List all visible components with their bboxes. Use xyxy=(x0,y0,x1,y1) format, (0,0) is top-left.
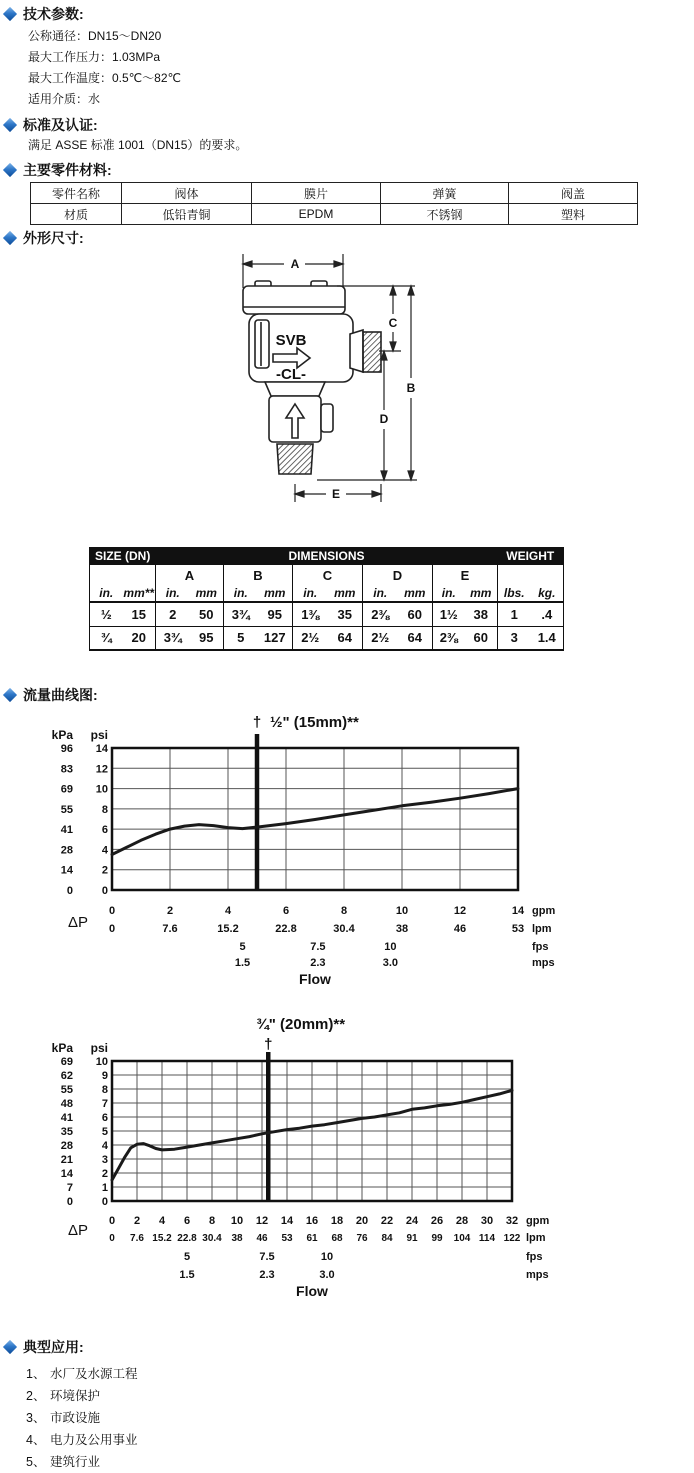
svg-text:30.4: 30.4 xyxy=(202,1233,222,1244)
svg-text:55: 55 xyxy=(60,803,73,816)
svg-text:14: 14 xyxy=(60,864,73,877)
svg-text:0: 0 xyxy=(101,1196,108,1208)
unit-cell: in. xyxy=(363,585,398,602)
svg-text:7.6: 7.6 xyxy=(130,1233,144,1244)
svg-text:0: 0 xyxy=(108,905,116,917)
svg-text:20: 20 xyxy=(355,1215,369,1227)
svg-text:26: 26 xyxy=(430,1215,444,1227)
svg-text:4: 4 xyxy=(224,905,232,917)
diamond-bullet-icon xyxy=(3,7,17,21)
cell: 50 xyxy=(190,602,224,626)
svg-text:psi: psi xyxy=(90,728,108,742)
svg-text:2: 2 xyxy=(133,1215,141,1227)
svg-text:2: 2 xyxy=(101,1168,108,1180)
cell: 2½ xyxy=(293,626,328,650)
flow-chart-15mm xyxy=(40,705,694,1002)
svg-text:15.2: 15.2 xyxy=(152,1233,172,1244)
svg-text:18: 18 xyxy=(330,1215,344,1227)
unit-cell: mm xyxy=(258,585,293,602)
dim-label-a: A xyxy=(290,257,300,271)
svg-text:14: 14 xyxy=(280,1215,294,1227)
param-line: 公称通径：DN15～DN20 xyxy=(28,29,162,43)
svg-text:46: 46 xyxy=(453,923,467,935)
svg-text:2.3: 2.3 xyxy=(310,957,326,969)
param-line: 最大工作温度：0.5℃～82℃ xyxy=(28,71,181,85)
svg-text:14: 14 xyxy=(60,1168,73,1180)
svg-text:7.6: 7.6 xyxy=(162,923,178,935)
svg-text:ΔP: ΔP xyxy=(68,1222,89,1239)
cell xyxy=(90,565,156,585)
svg-text:32: 32 xyxy=(505,1215,519,1227)
flow-curve-svg xyxy=(40,705,585,997)
svg-text:10: 10 xyxy=(320,1251,334,1263)
svg-text:69: 69 xyxy=(60,1056,73,1068)
cell: 膜片 xyxy=(252,183,381,204)
cell xyxy=(498,565,564,585)
svg-text:22: 22 xyxy=(380,1215,394,1227)
svg-text:12: 12 xyxy=(453,905,467,917)
svg-text:Flow: Flow xyxy=(299,971,331,987)
svg-text:0: 0 xyxy=(108,1215,116,1227)
svg-text:½" (15mm)**: ½" (15mm)** xyxy=(270,714,359,731)
cell: EPDM xyxy=(252,204,381,225)
cell: 2⅜ xyxy=(433,626,465,650)
svg-text:84: 84 xyxy=(381,1233,393,1244)
svg-text:mps: mps xyxy=(532,957,555,969)
cell: 20 xyxy=(131,630,146,646)
diamond-bullet-icon xyxy=(3,118,17,132)
cell: 低铅青铜 xyxy=(122,204,252,225)
diamond-bullet-icon xyxy=(3,1340,17,1354)
svg-text:10: 10 xyxy=(395,905,409,917)
cell: 1½ xyxy=(433,602,465,626)
cell: 阀盖 xyxy=(509,183,638,204)
svg-text:12: 12 xyxy=(95,763,108,776)
product-label: SVB xyxy=(275,332,307,349)
cell: 64 xyxy=(337,630,352,646)
svg-text:8: 8 xyxy=(208,1215,216,1227)
unit-cell: in. xyxy=(433,585,465,602)
svg-text:gpm: gpm xyxy=(532,905,556,917)
svg-text:4: 4 xyxy=(101,844,108,857)
dim-label-d: D xyxy=(379,412,389,426)
svg-text:22.8: 22.8 xyxy=(275,923,297,935)
tech-params-list xyxy=(0,26,694,110)
unit-cell: lbs. xyxy=(498,585,531,602)
unit-cell: mm xyxy=(328,585,363,602)
cell: 1 xyxy=(498,602,531,626)
svg-text:114: 114 xyxy=(478,1233,496,1244)
svg-text:7.5: 7.5 xyxy=(259,1251,275,1263)
valve-drawing-svg xyxy=(185,248,515,512)
svg-text:3.0: 3.0 xyxy=(319,1269,335,1281)
applications-list xyxy=(0,1363,694,1473)
svg-text:3.0: 3.0 xyxy=(382,957,399,969)
letters-row xyxy=(90,565,564,585)
data-row xyxy=(90,626,564,650)
svg-text:4: 4 xyxy=(101,1140,108,1152)
dim-letter: A xyxy=(156,565,224,585)
unit-cell: in. xyxy=(156,585,190,602)
section-title: 技术参数: xyxy=(23,6,84,22)
units-row xyxy=(90,585,564,602)
svg-text:99: 99 xyxy=(431,1233,443,1244)
svg-text:†: † xyxy=(264,1036,273,1053)
svg-text:21: 21 xyxy=(60,1154,73,1166)
cell: 零件名称 xyxy=(31,183,122,204)
list-item: 4、 电力及公用事业 xyxy=(26,1433,138,1447)
cell: 64 xyxy=(407,630,422,646)
dim-letter: C xyxy=(293,565,363,585)
param-line: 适用介质：水 xyxy=(28,92,101,106)
svg-text:¾" (20mm)**: ¾" (20mm)** xyxy=(256,1016,346,1033)
svg-text:122: 122 xyxy=(503,1233,521,1244)
cell: 95 xyxy=(258,602,293,626)
unit-cell: mm xyxy=(398,585,433,602)
cell: 3¾ xyxy=(156,626,190,650)
svg-text:24: 24 xyxy=(405,1215,419,1227)
dim-label-b: B xyxy=(406,381,416,395)
section-title: 流量曲线图: xyxy=(23,687,98,703)
param-line: 最大工作压力：1.03MPa xyxy=(28,50,161,64)
table-row xyxy=(31,183,638,204)
svg-text:16: 16 xyxy=(305,1215,319,1227)
svg-text:55: 55 xyxy=(60,1084,73,1096)
svg-text:4: 4 xyxy=(158,1215,166,1227)
svg-text:22.8: 22.8 xyxy=(177,1233,197,1244)
unit-cell: in. xyxy=(224,585,258,602)
cell: ¾ xyxy=(100,630,112,646)
svg-text:0: 0 xyxy=(108,923,116,935)
svg-text:41: 41 xyxy=(60,824,73,837)
svg-text:kPa: kPa xyxy=(51,728,73,742)
section-materials-header xyxy=(0,162,694,178)
dim-letter: D xyxy=(363,565,433,585)
svg-text:38: 38 xyxy=(395,923,409,935)
svg-text:96: 96 xyxy=(60,743,73,755)
svg-text:68: 68 xyxy=(331,1233,343,1244)
dim-letter: E xyxy=(433,565,498,585)
unit-cell: in. xyxy=(90,585,123,602)
flow-curve-svg xyxy=(40,1009,585,1307)
svg-text:7: 7 xyxy=(66,1182,73,1194)
svg-text:104: 104 xyxy=(453,1233,471,1244)
unit-cell: mm xyxy=(190,585,224,602)
svg-text:10: 10 xyxy=(95,1056,108,1068)
svg-text:62: 62 xyxy=(60,1070,73,1082)
cell: 35 xyxy=(328,602,363,626)
section-title: 主要零件材料: xyxy=(23,162,112,178)
diamond-bullet-icon xyxy=(3,231,17,245)
cell: 塑料 xyxy=(509,204,638,225)
diamond-bullet-icon xyxy=(3,163,17,177)
svg-text:41: 41 xyxy=(60,1112,73,1124)
svg-text:83: 83 xyxy=(60,763,73,776)
svg-text:69: 69 xyxy=(60,783,73,796)
list-item: 5、 建筑行业 xyxy=(26,1455,101,1469)
svg-text:91: 91 xyxy=(406,1233,418,1244)
svg-text:28: 28 xyxy=(60,1140,73,1152)
svg-text:6: 6 xyxy=(183,1215,191,1227)
cell: 3 xyxy=(498,626,531,650)
svg-text:0: 0 xyxy=(66,1196,73,1208)
cell: .4 xyxy=(531,602,564,626)
svg-text:lpm: lpm xyxy=(532,923,552,935)
svg-text:8: 8 xyxy=(101,1084,108,1096)
svg-text:2: 2 xyxy=(166,905,174,917)
cell: 3¾ xyxy=(224,602,258,626)
cell: 不锈钢 xyxy=(381,204,509,225)
svg-text:14: 14 xyxy=(511,905,525,917)
cell: 弹簧 xyxy=(381,183,509,204)
cell: 95 xyxy=(199,630,214,646)
svg-text:15.2: 15.2 xyxy=(217,923,239,935)
svg-text:2: 2 xyxy=(101,864,108,877)
svg-text:5: 5 xyxy=(101,1126,108,1138)
svg-text:8: 8 xyxy=(340,905,348,917)
section-applications-header xyxy=(0,1339,694,1355)
svg-text:ΔP: ΔP xyxy=(68,914,89,931)
svg-text:kPa: kPa xyxy=(51,1041,73,1055)
cell: ½ xyxy=(90,602,123,626)
section-standards-header xyxy=(0,117,694,133)
svg-text:28: 28 xyxy=(455,1215,469,1227)
table-row xyxy=(31,204,638,225)
cell: 2 xyxy=(156,602,190,626)
cell: 15 xyxy=(123,602,156,626)
svg-text:10: 10 xyxy=(384,941,397,953)
svg-text:76: 76 xyxy=(356,1233,368,1244)
diamond-bullet-icon xyxy=(3,688,17,702)
svg-text:10: 10 xyxy=(95,783,108,796)
dim-label-e: E xyxy=(331,487,341,501)
valve-body-shapes xyxy=(243,281,381,474)
list-item: 3、 市政设施 xyxy=(26,1411,101,1425)
svg-text:53: 53 xyxy=(281,1233,293,1244)
size-dimensions-table xyxy=(89,547,564,651)
section-title: 外形尺寸: xyxy=(23,230,84,246)
svg-text:1.5: 1.5 xyxy=(234,957,251,969)
cell: 38 xyxy=(465,602,498,626)
svg-text:1.5: 1.5 xyxy=(179,1269,195,1281)
cell: 材质 xyxy=(31,204,122,225)
dim-label-c: C xyxy=(388,316,398,330)
svg-text:0: 0 xyxy=(101,885,108,897)
svg-text:61: 61 xyxy=(306,1233,318,1244)
svg-text:6: 6 xyxy=(101,824,108,837)
svg-text:5: 5 xyxy=(183,1251,191,1263)
list-item: 2、 环境保护 xyxy=(26,1389,101,1403)
svg-text:38: 38 xyxy=(231,1233,243,1244)
cell: 127 xyxy=(263,630,286,646)
svg-text:7.5: 7.5 xyxy=(310,941,326,953)
svg-text:gpm: gpm xyxy=(526,1215,550,1227)
cell: 2½ xyxy=(363,626,398,650)
cell: 1⅜ xyxy=(293,602,328,626)
header-size: SIZE (DN) xyxy=(90,547,156,565)
cell: 阀体 xyxy=(122,183,252,204)
svg-text:mps: mps xyxy=(526,1269,549,1281)
header-weight: WEIGHT xyxy=(498,547,564,565)
svg-text:28: 28 xyxy=(60,844,73,857)
cell: 60 xyxy=(398,602,433,626)
svg-text:lpm: lpm xyxy=(526,1232,546,1244)
cell: 2⅜ xyxy=(363,602,398,626)
svg-text:fps: fps xyxy=(532,941,549,953)
header-dimensions: DIMENSIONS xyxy=(156,547,498,565)
svg-text:6: 6 xyxy=(101,1112,108,1124)
svg-text:46: 46 xyxy=(256,1233,268,1244)
svg-text:10: 10 xyxy=(230,1215,244,1227)
svg-text:7: 7 xyxy=(101,1098,108,1110)
svg-text:fps: fps xyxy=(526,1251,543,1263)
svg-text:†: † xyxy=(252,714,262,731)
svg-text:5: 5 xyxy=(239,941,246,953)
svg-text:14: 14 xyxy=(95,743,108,755)
svg-text:psi: psi xyxy=(90,1041,108,1055)
svg-text:3: 3 xyxy=(101,1154,108,1166)
svg-text:6: 6 xyxy=(282,905,290,917)
svg-text:48: 48 xyxy=(60,1098,73,1110)
cell: 60 xyxy=(473,630,488,646)
svg-text:2.3: 2.3 xyxy=(259,1269,275,1281)
svg-text:0: 0 xyxy=(66,885,73,897)
flow-chart-20mm xyxy=(40,1009,694,1312)
section-title: 典型应用: xyxy=(23,1339,84,1355)
svg-text:8: 8 xyxy=(101,803,108,816)
table-header-row xyxy=(90,547,564,565)
section-tech-params-header xyxy=(0,6,694,22)
svg-text:0: 0 xyxy=(109,1233,115,1244)
dim-letter: B xyxy=(224,565,293,585)
standards-line: 满足 ASSE 标准 1001（DN15）的要求。 xyxy=(28,138,248,152)
svg-text:53: 53 xyxy=(511,923,525,935)
svg-text:1: 1 xyxy=(101,1182,108,1194)
svg-text:Flow: Flow xyxy=(296,1283,328,1299)
unit-cell: mm** xyxy=(123,586,155,600)
svg-text:30: 30 xyxy=(480,1215,494,1227)
unit-cell: mm xyxy=(465,585,498,602)
svg-text:35: 35 xyxy=(60,1126,73,1138)
valve-technical-drawing xyxy=(185,248,694,514)
svg-text:12: 12 xyxy=(255,1215,269,1227)
section-dimensions-header xyxy=(0,230,694,246)
cell: 1.4 xyxy=(537,630,556,646)
svg-text:30.4: 30.4 xyxy=(333,923,355,935)
data-row xyxy=(90,602,564,626)
cell: 5 xyxy=(224,626,258,650)
section-title: 标准及认证: xyxy=(23,117,98,133)
cl-label: -CL- xyxy=(276,366,306,383)
list-item: 1、 水厂及水源工程 xyxy=(26,1367,138,1381)
materials-table xyxy=(30,182,638,225)
unit-cell: kg. xyxy=(531,585,564,602)
section-flow-curves-header xyxy=(0,687,694,703)
unit-cell: in. xyxy=(293,585,328,602)
svg-text:9: 9 xyxy=(101,1070,108,1082)
